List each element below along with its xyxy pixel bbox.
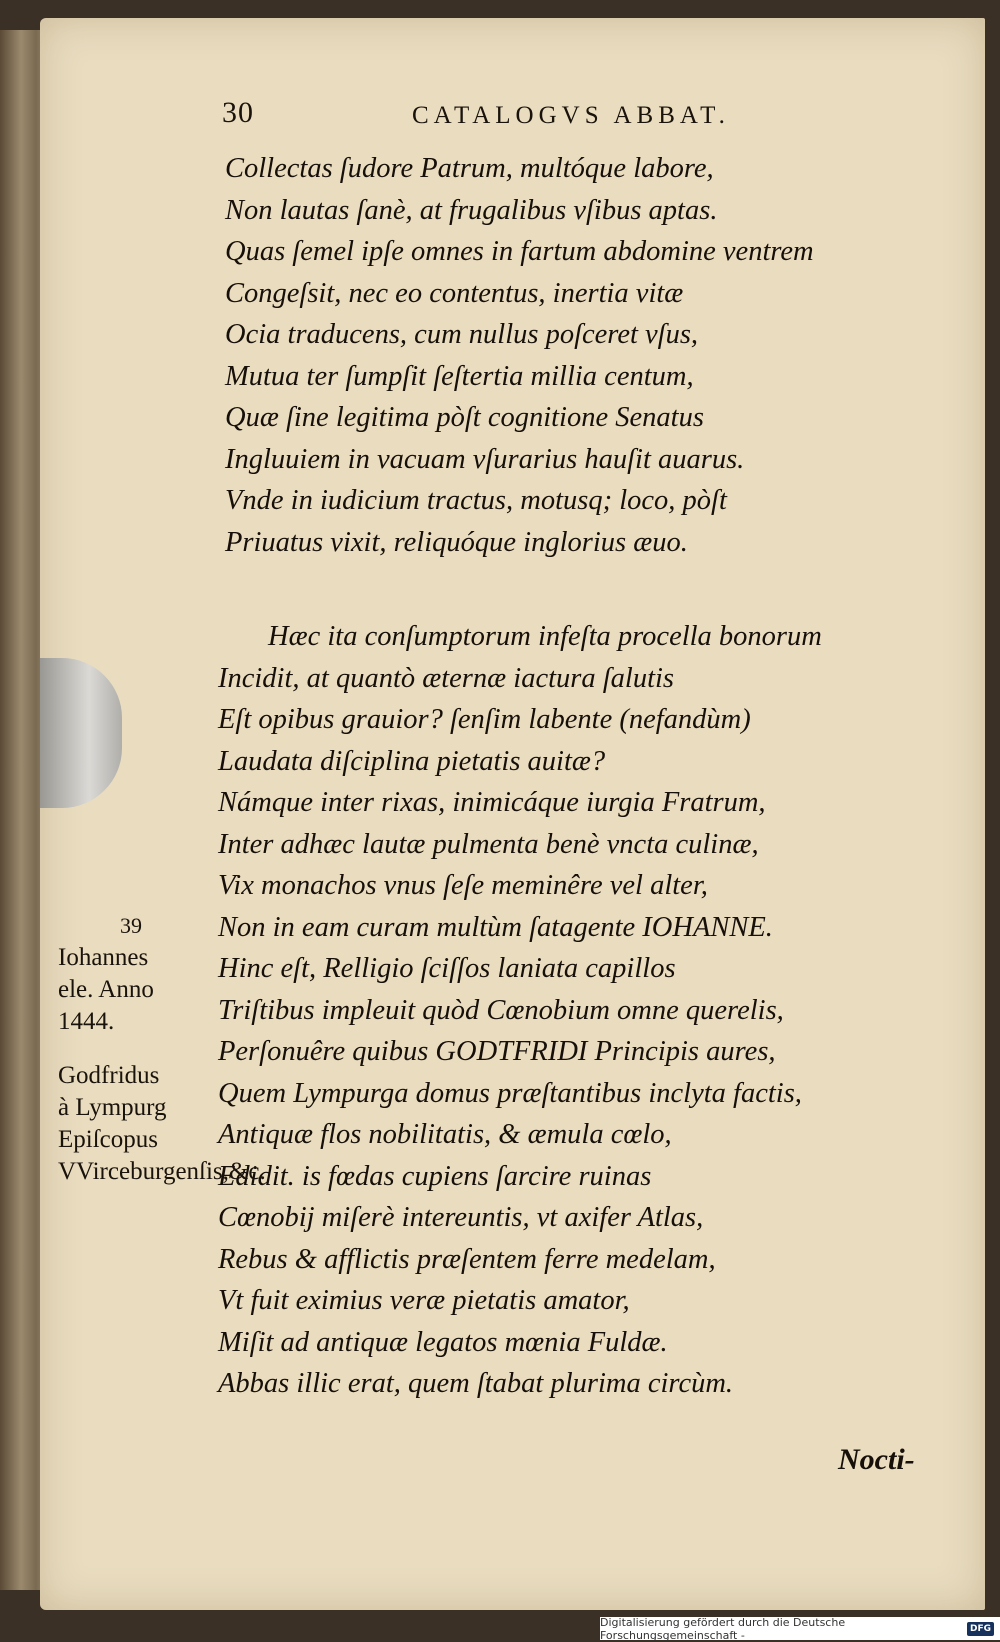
verse-block-1 (225, 148, 885, 563)
verse-line: Congeſsit, nec eo contentus, inertia vitæ (225, 277, 684, 309)
verse-line: Miſit ad antiquæ legatos mœnia Fuldæ. (218, 1326, 668, 1358)
margin-note-line: 1444. (58, 1008, 115, 1035)
verse-line: Ingluuiem in vacuam vſurarius hauſit auarus. (225, 443, 745, 475)
digitization-footer (600, 1617, 1000, 1640)
verse-line: Vix monachos vnus ſeſe meminêre vel alter, (218, 870, 708, 901)
verse-line: Perſonuêre quibus GODTFRIDI Principis aures, (218, 1036, 776, 1067)
verse-line: Eſt opibus grauior? ſenſim labente (nefandùm) (218, 704, 751, 735)
verse-line: Mutua ter ſumpſit ſeſtertia millia centum, (225, 360, 694, 392)
margin-note-gap (58, 1038, 208, 1060)
verse-line: Inter adhæc lautæ pulmenta benè vncta culinæ, (218, 828, 759, 860)
verse-line: Cœnobij miſerè intereuntis, vt axifer Atlas, (218, 1202, 704, 1233)
verse-line: Priuatus vixit, reliquóque inglorius æuo. (225, 526, 688, 558)
verse-line: Incidit, at quantò æternæ iactura ſalutis (218, 662, 674, 694)
footer-credit: Digitalisierung gefördert durch die Deutsche Forschungsgemeinschaft - (600, 1615, 846, 1642)
catchword: Nocti- (838, 1443, 915, 1476)
verse-line: Quas ſemel ipſe omnes in fartum abdomine ventrem (225, 236, 814, 267)
margin-note-line: Godfridus (58, 1062, 160, 1089)
margin-note-line: à Lympurg (58, 1094, 167, 1121)
page-clip (40, 658, 122, 808)
verse-line: Ocia traducens, cum nullus poſceret vſus, (225, 319, 699, 350)
margin-note-line: ele. Anno (58, 976, 154, 1003)
margin-note-line: Iohannes (58, 944, 149, 971)
verse-line: Non lautas ſanè, at frugalibus vſibus aptas. (225, 194, 718, 226)
verse-line: Námque inter rixas, inimicáque iurgia Fratrum, (218, 787, 766, 818)
verse-line: Antiquæ flos nobilitatis, & æmula cœlo, (218, 1119, 672, 1150)
verse-block-2 (218, 616, 878, 1405)
verse-line: Collectas ſudore Patrum, multóque labore, (225, 153, 714, 184)
margin-note-number: 39 (120, 913, 142, 938)
verse-line: Hinc eſt, Relligio ſciſſos laniata capillos (218, 953, 676, 984)
verse-line: Non in eam curam multùm ſatagente IOHANNE. (218, 911, 773, 943)
verse-line: Rebus & afflictis præſentem ferre medelam, (218, 1243, 716, 1275)
dfg-logo-icon: DFG (967, 1622, 994, 1636)
verse-line: Vt fuit eximius veræ pietatis amator, (218, 1285, 630, 1316)
margin-note-line: VVirceburgenſis,&c. (58, 1158, 266, 1185)
verse-line: Edidit. is fœdas cupiens ſarcire ruinas (218, 1160, 652, 1192)
running-head: CATALOGVS ABBAT. (412, 102, 730, 129)
verse-line: Hæc ita conſumptorum infeſta procella bonorum (268, 621, 822, 652)
margin-note-line: Epiſcopus (58, 1126, 158, 1153)
page-header (222, 96, 792, 136)
verse-line: Quem Lympurga domus præſtantibus inclyta factis, (218, 1077, 802, 1109)
verse-line: Triſtibus impleuit quòd Cœnobium omne querelis, (218, 994, 784, 1026)
verse-line: Laudata diſciplina pietatis auitæ? (218, 745, 606, 777)
verse-line: Quæ ſine legitima pòſt cognitione Senatus (225, 402, 704, 433)
page-number: 30 (222, 96, 254, 129)
verse-line: Vnde in iudicium tractus, motusq; loco, pòſt (225, 485, 727, 516)
margin-notes (58, 910, 266, 1188)
verse-line: Abbas illic erat, quem ſtabat plurima circùm. (218, 1368, 734, 1399)
